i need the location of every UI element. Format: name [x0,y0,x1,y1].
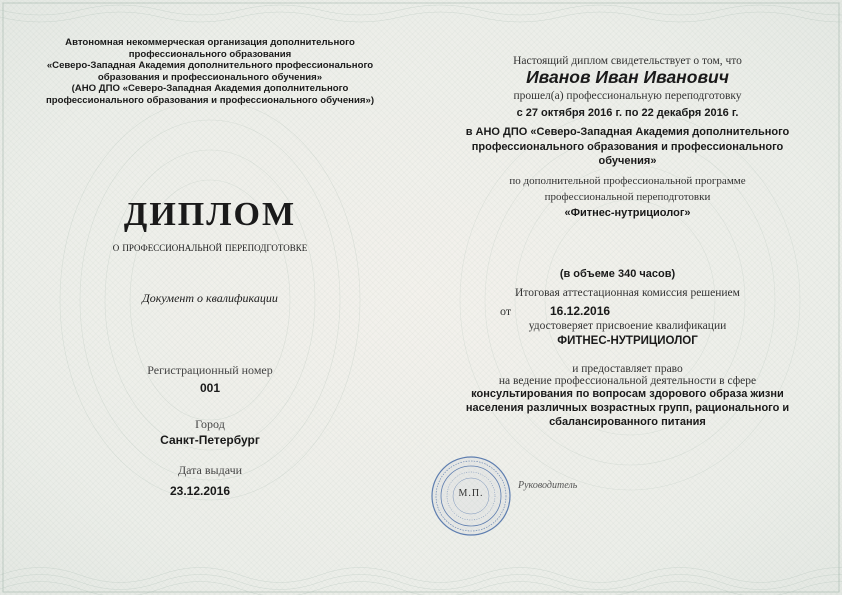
document-type: Документ о квалификации [142,291,278,305]
program-line: по дополнительной профессиональной программе [509,175,746,187]
grants-text: и предоставляет право [572,363,683,375]
org-line: профессионального образования [128,48,292,60]
org-line: Автономная некоммерческая организация дополнительного [65,37,355,48]
signature-label: Руководитель [518,480,578,491]
org-line: в АНО ДПО «Северо-Западная Академия дополнительного [465,126,790,138]
activity-line: консультирования по вопросам здорового образа жизни [471,388,784,400]
certifies-text: удостоверяет присвоение квалификации [528,320,727,332]
training-organization [450,125,805,169]
city-value: Санкт-Петербург [160,433,260,447]
program-line: профессиональной переподготовки [544,191,711,203]
org-line: профессионального образования и профессионального обучения») [45,94,375,106]
date-prefix: от [500,304,512,318]
activity-line: населения различных возрастных групп, рационального и [465,402,790,414]
city-label: Город [195,417,225,431]
activity-scope [440,387,815,429]
training-period: с 27 октября 2016 г. по 22 декабря 2016 г. [516,107,739,119]
qualification-name: ФИТНЕС-НУТРИЦИОЛОГ [557,335,698,347]
program-description [460,173,795,205]
decision-date: 16.12.2016 [550,304,611,318]
graduate-name: Иванов Иван Иванович [526,67,729,87]
program-volume: (в объеме 340 часов) [559,268,676,280]
program-name: «Фитнес-нутрициолог» [564,207,691,219]
org-line: профессионального образования и профессионального [471,140,784,153]
passed-text: прошел(а) профессиональную переподготовку [513,90,742,102]
diploma-subtitle: о профессиональной переподготовке [112,240,308,254]
issuing-organization [20,37,400,106]
issue-date-value: 23.12.2016 [169,484,231,498]
registration-label: Регистрационный номер [147,363,273,377]
org-line: (АНО ДПО «Северо-Западная Академия дополнительного [71,83,349,94]
commission-text: Итоговая аттестационная комиссия решением [515,287,740,299]
official-seal [430,455,512,537]
org-line: образования и профессионального обучения» [97,71,323,83]
activity-intro: на ведение профессиональной деятельности в сфере [498,375,757,387]
diploma-title: ДИПЛОМ [123,196,297,233]
registration-number: 001 [199,381,221,395]
org-line: «Северо-Западная Академия дополнительного профессионального [46,60,374,71]
seal-label: М.П. [458,488,484,499]
intro-text: Настоящий диплом свидетельствует о том, что [513,55,742,67]
activity-line: сбалансированного питания [549,416,706,428]
org-line: обучения» [598,155,657,167]
issue-date-label: Дата выдачи [177,463,243,477]
